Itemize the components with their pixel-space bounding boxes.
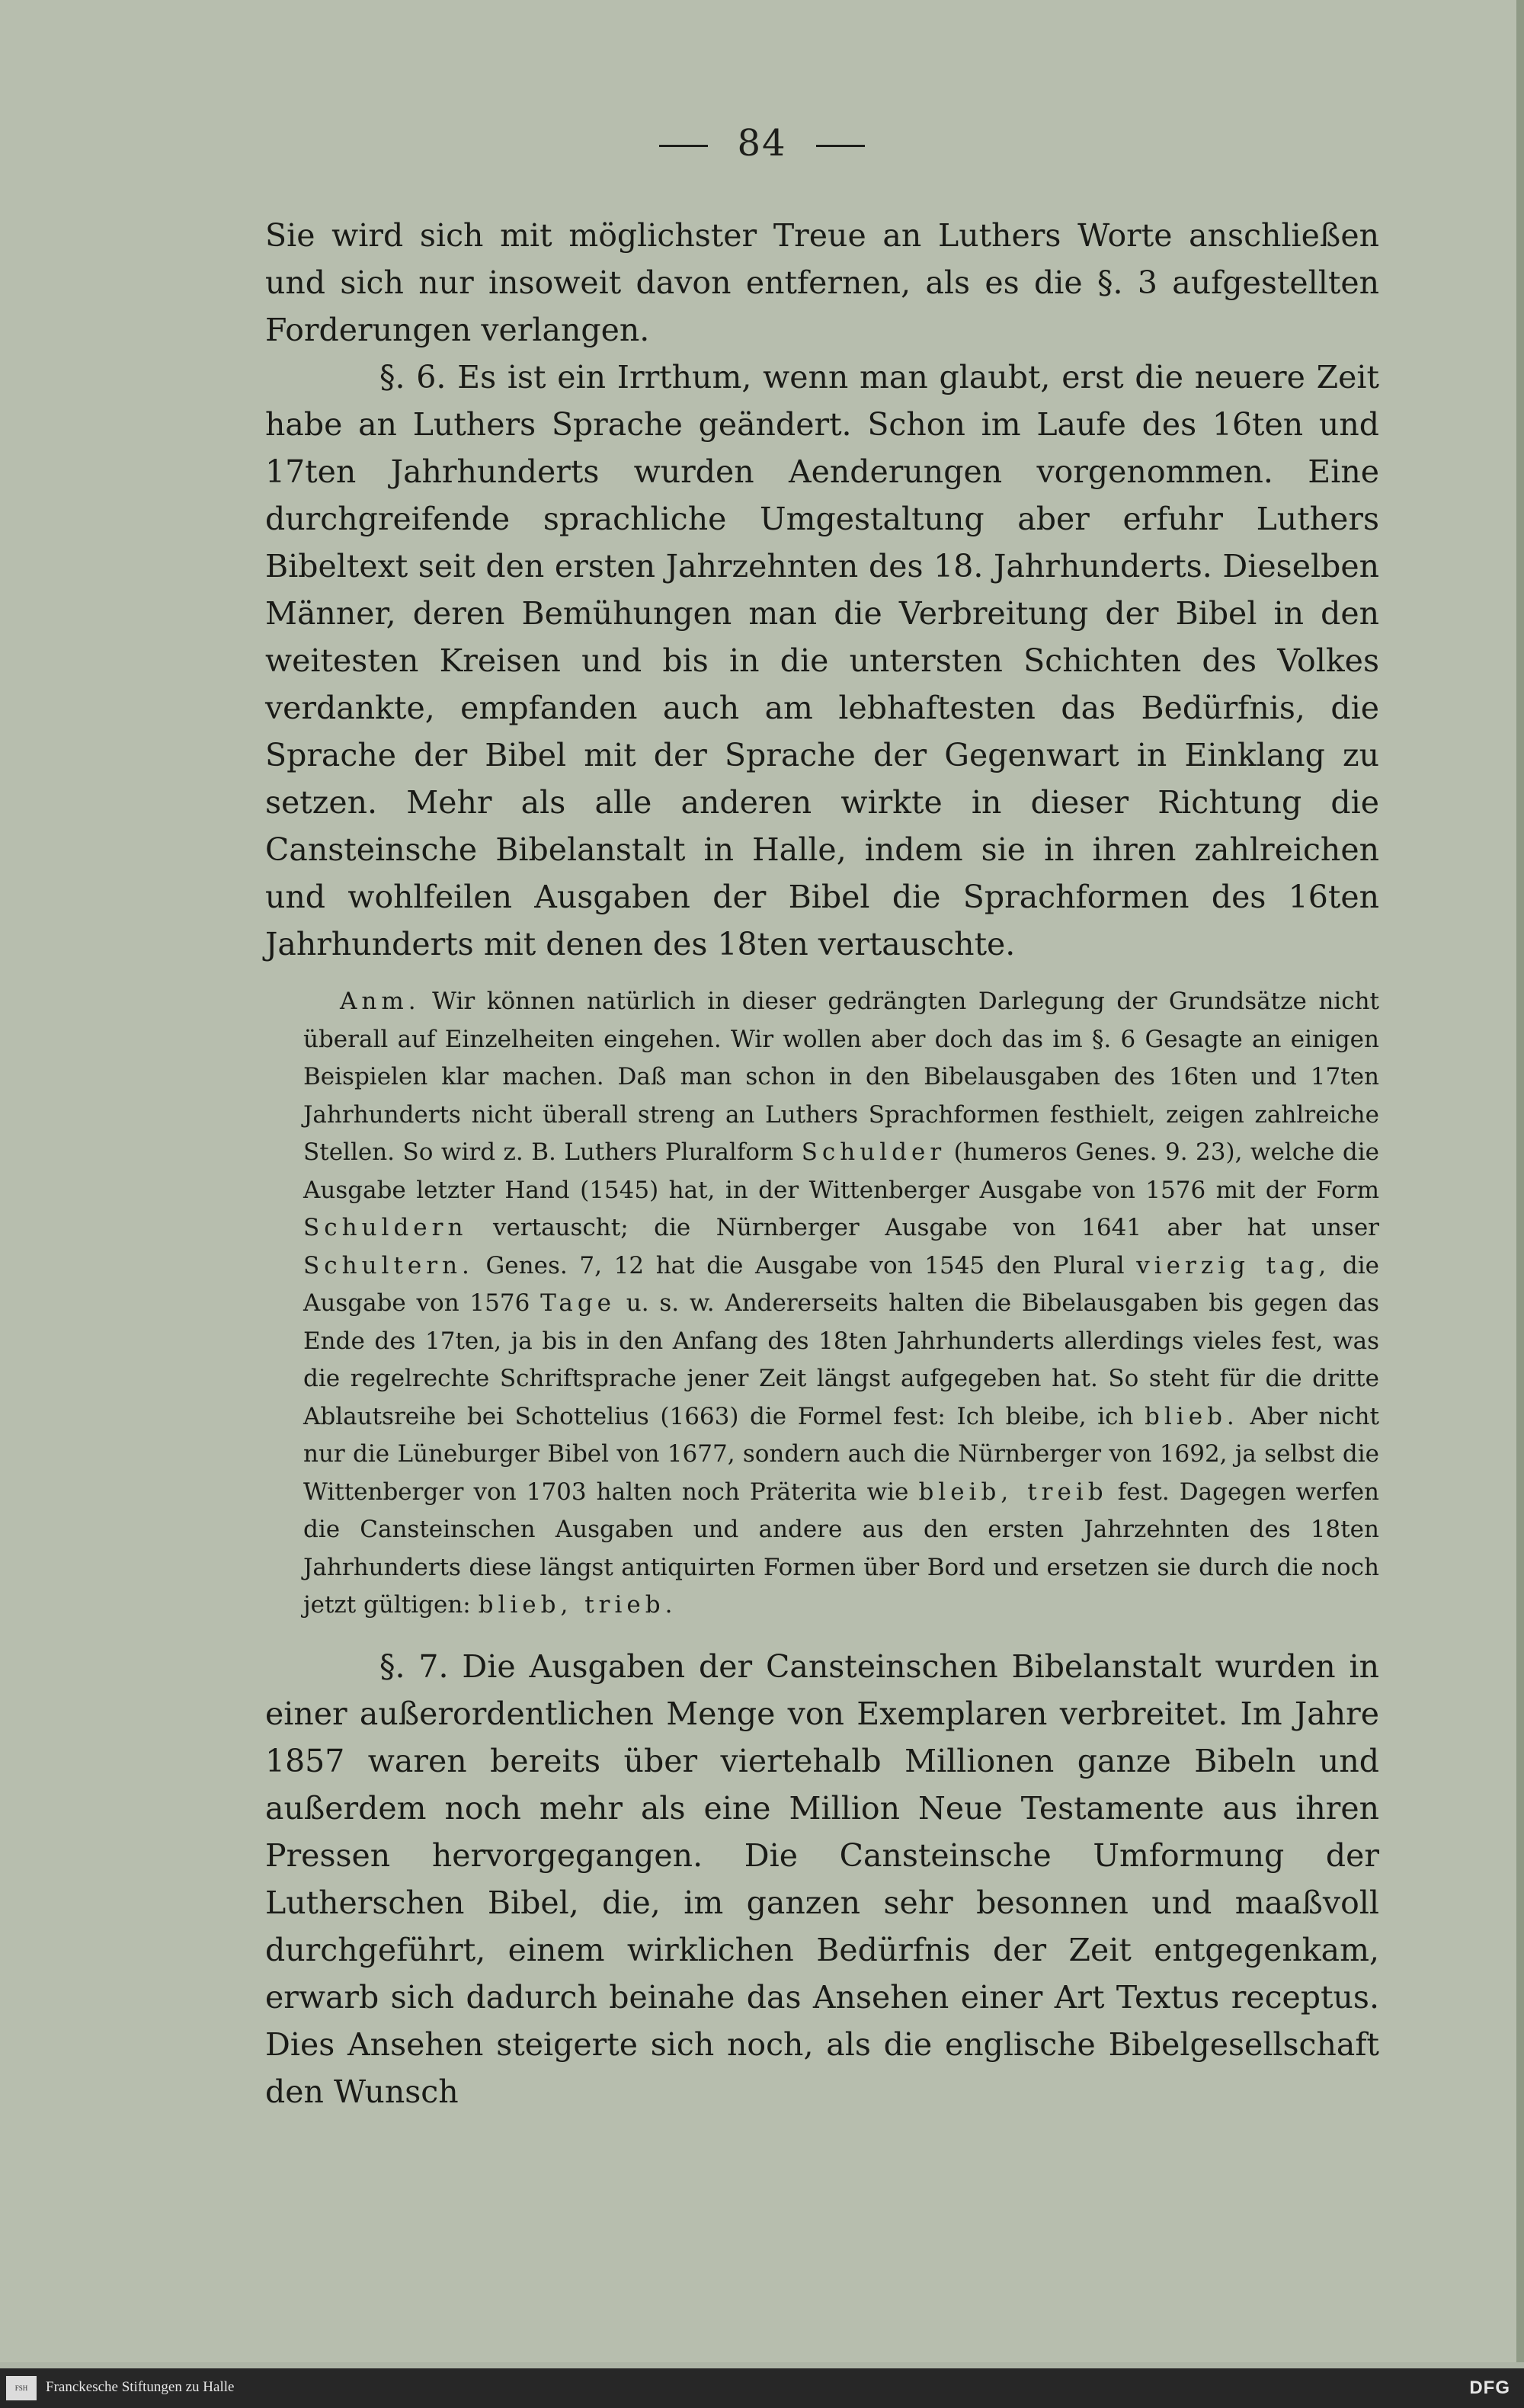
note-text-5: die Ausgabe von 1576 [303,1251,1379,1317]
note-word-bleib-treib: bleib, treib [918,1478,1108,1506]
paragraph-section-6: §. 6. Es ist ein Irrthum, wenn man glaubt, erst die neuere Zeit habe an Luthers Sprache geändert. Schon im Laufe des 16ten und 17ten Jahrhunderts wurden Aenderungen vorgenommen. Eine durchgreifende sprachliche Umgestaltung aber erfuhr Luthers Bibeltext seit den ersten Jahrzehnten des 18. Jahrhunderts. Dieselben Männer, deren Bemühungen man die Verbreitung der Bibel in den weitesten Kreisen und bis in die untersten Schichten des Volkes verdankte, empfanden auch am lebhaftesten das Bedürfnis, die Sprache der Bibel mit der Sprache der Gegenwart in Einklang zu setzen. Mehr als alle anderen wirkte in dieser Richtung die Cansteinsche Bibelanstalt in Halle, indem sie in ihren zahlreichen und wohlfeilen Ausgaben der Bibel die Sprachformen des 16ten Jahrhunderts mit denen des 18ten vertauschte. [265,359,1379,962]
note-text-3: vertauscht; die Nürnberger Ausgabe von 1641 aber hat unser [492,1214,1379,1241]
note-word-tage: Tage [540,1289,616,1317]
page-body [265,212,1379,2115]
page-number-dash-right [816,145,865,147]
institution-logo-icon: FSH [6,2376,37,2400]
dfg-logo: DFG [1469,2378,1510,2398]
note-word-schultern: Schultern. [303,1251,474,1279]
note-word-schulder: Schulder [801,1138,946,1166]
note-text-7: Aber nicht nur die Lüneburger Bibel von 1677, sondern auch die Nürnberger von 1692, ja selbst die Wittenberger von 1703 halten noch Präterita wie [303,1402,1379,1506]
note-text-6: u. s. w. Andererseits halten die Bibelausgaben bis gegen das Ende des 17ten, ja bis in den Anfang des 18ten Jahrhunderts allerdings vieles fest, was die regelrechte Schriftsprache jener Zeit längst aufgegeben hat. So steht für die dritte Ablautsreihe bei Schottelius (1663) die Formel fest: Ich bleibe, ich [303,1289,1379,1430]
paragraph-continuation: Sie wird sich mit möglichster Treue an Luthers Worte anschließen und sich nur insoweit davon entfernen, als es die §. 3 aufgestellten Forderungen verlangen. [265,217,1379,348]
page-number [0,122,1524,165]
footer-bar [0,2368,1524,2408]
note-label: Anm. [340,988,421,1015]
note-word-blieb: blieb. [1145,1402,1239,1430]
note-word-blieb-trieb: blieb, trieb. [478,1591,677,1619]
note-text-2: (humeros Genes. 9. 23), welche die Ausgabe letzter Hand (1545) hat, in der Wittenberger Ausgabe von 1576 mit der Form [303,1138,1379,1204]
annotation-note [265,983,1379,1625]
page-number-value: 84 [737,122,787,165]
note-word-schuldern: Schuldern [303,1214,468,1241]
institution-name: Franckesche Stiftungen zu Halle [46,2379,235,2395]
page-edge [1516,0,1524,2362]
paragraph-section-7: §. 7. Die Ausgaben der Cansteinschen Bibelanstalt wurden in einer außerordentlichen Menge von Exemplaren verbreitet. Im Jahre 1857 waren bereits über viertehalb Millionen ganze Bibeln und außerdem noch mehr als eine Million Neue Testamente aus ihren Pressen hervorgegangen. Die Cansteinsche Umformung der Lutherschen Bibel, die, im ganzen sehr besonnen und maaßvoll durchgeführt, einem wirklichen Bedürfnis der Zeit entgegenkam, erwarb sich dadurch beinahe das Ansehen einer Art Textus receptus. Dies Ansehen steigerte sich noch, als die englische Bibelgesellschaft den Wunsch [265,1647,1379,2110]
note-text-8: fest. Dagegen werfen die Cansteinschen Ausgaben und andere aus den ersten Jahrzehnten des 18ten Jahrhunderts diese längst antiquirten Formen über Bord und ersetzen sie durch die noch jetzt gültigen: [303,1478,1380,1619]
page-number-dash-left [659,145,708,147]
note-word-vierzig-tag: vierzig tag, [1136,1251,1331,1279]
note-text-4: Genes. 7, 12 hat die Ausgabe von 1545 den Plural [485,1251,1125,1279]
note-text-1: Wir können natürlich in dieser gedrängten Darlegung der Grundsätze nicht überall auf Einzelheiten eingehen. Wir wollen aber doch das im §. 6 Gesagte an einigen Beispielen klar machen. Daß man schon in den Bibelausgaben des 16ten und 17ten Jahrhunderts nicht überall streng an Luthers Sprachformen festhielt, zeigen zahlreiche Stellen. So wird z. B. Luthers Pluralform [303,988,1379,1166]
